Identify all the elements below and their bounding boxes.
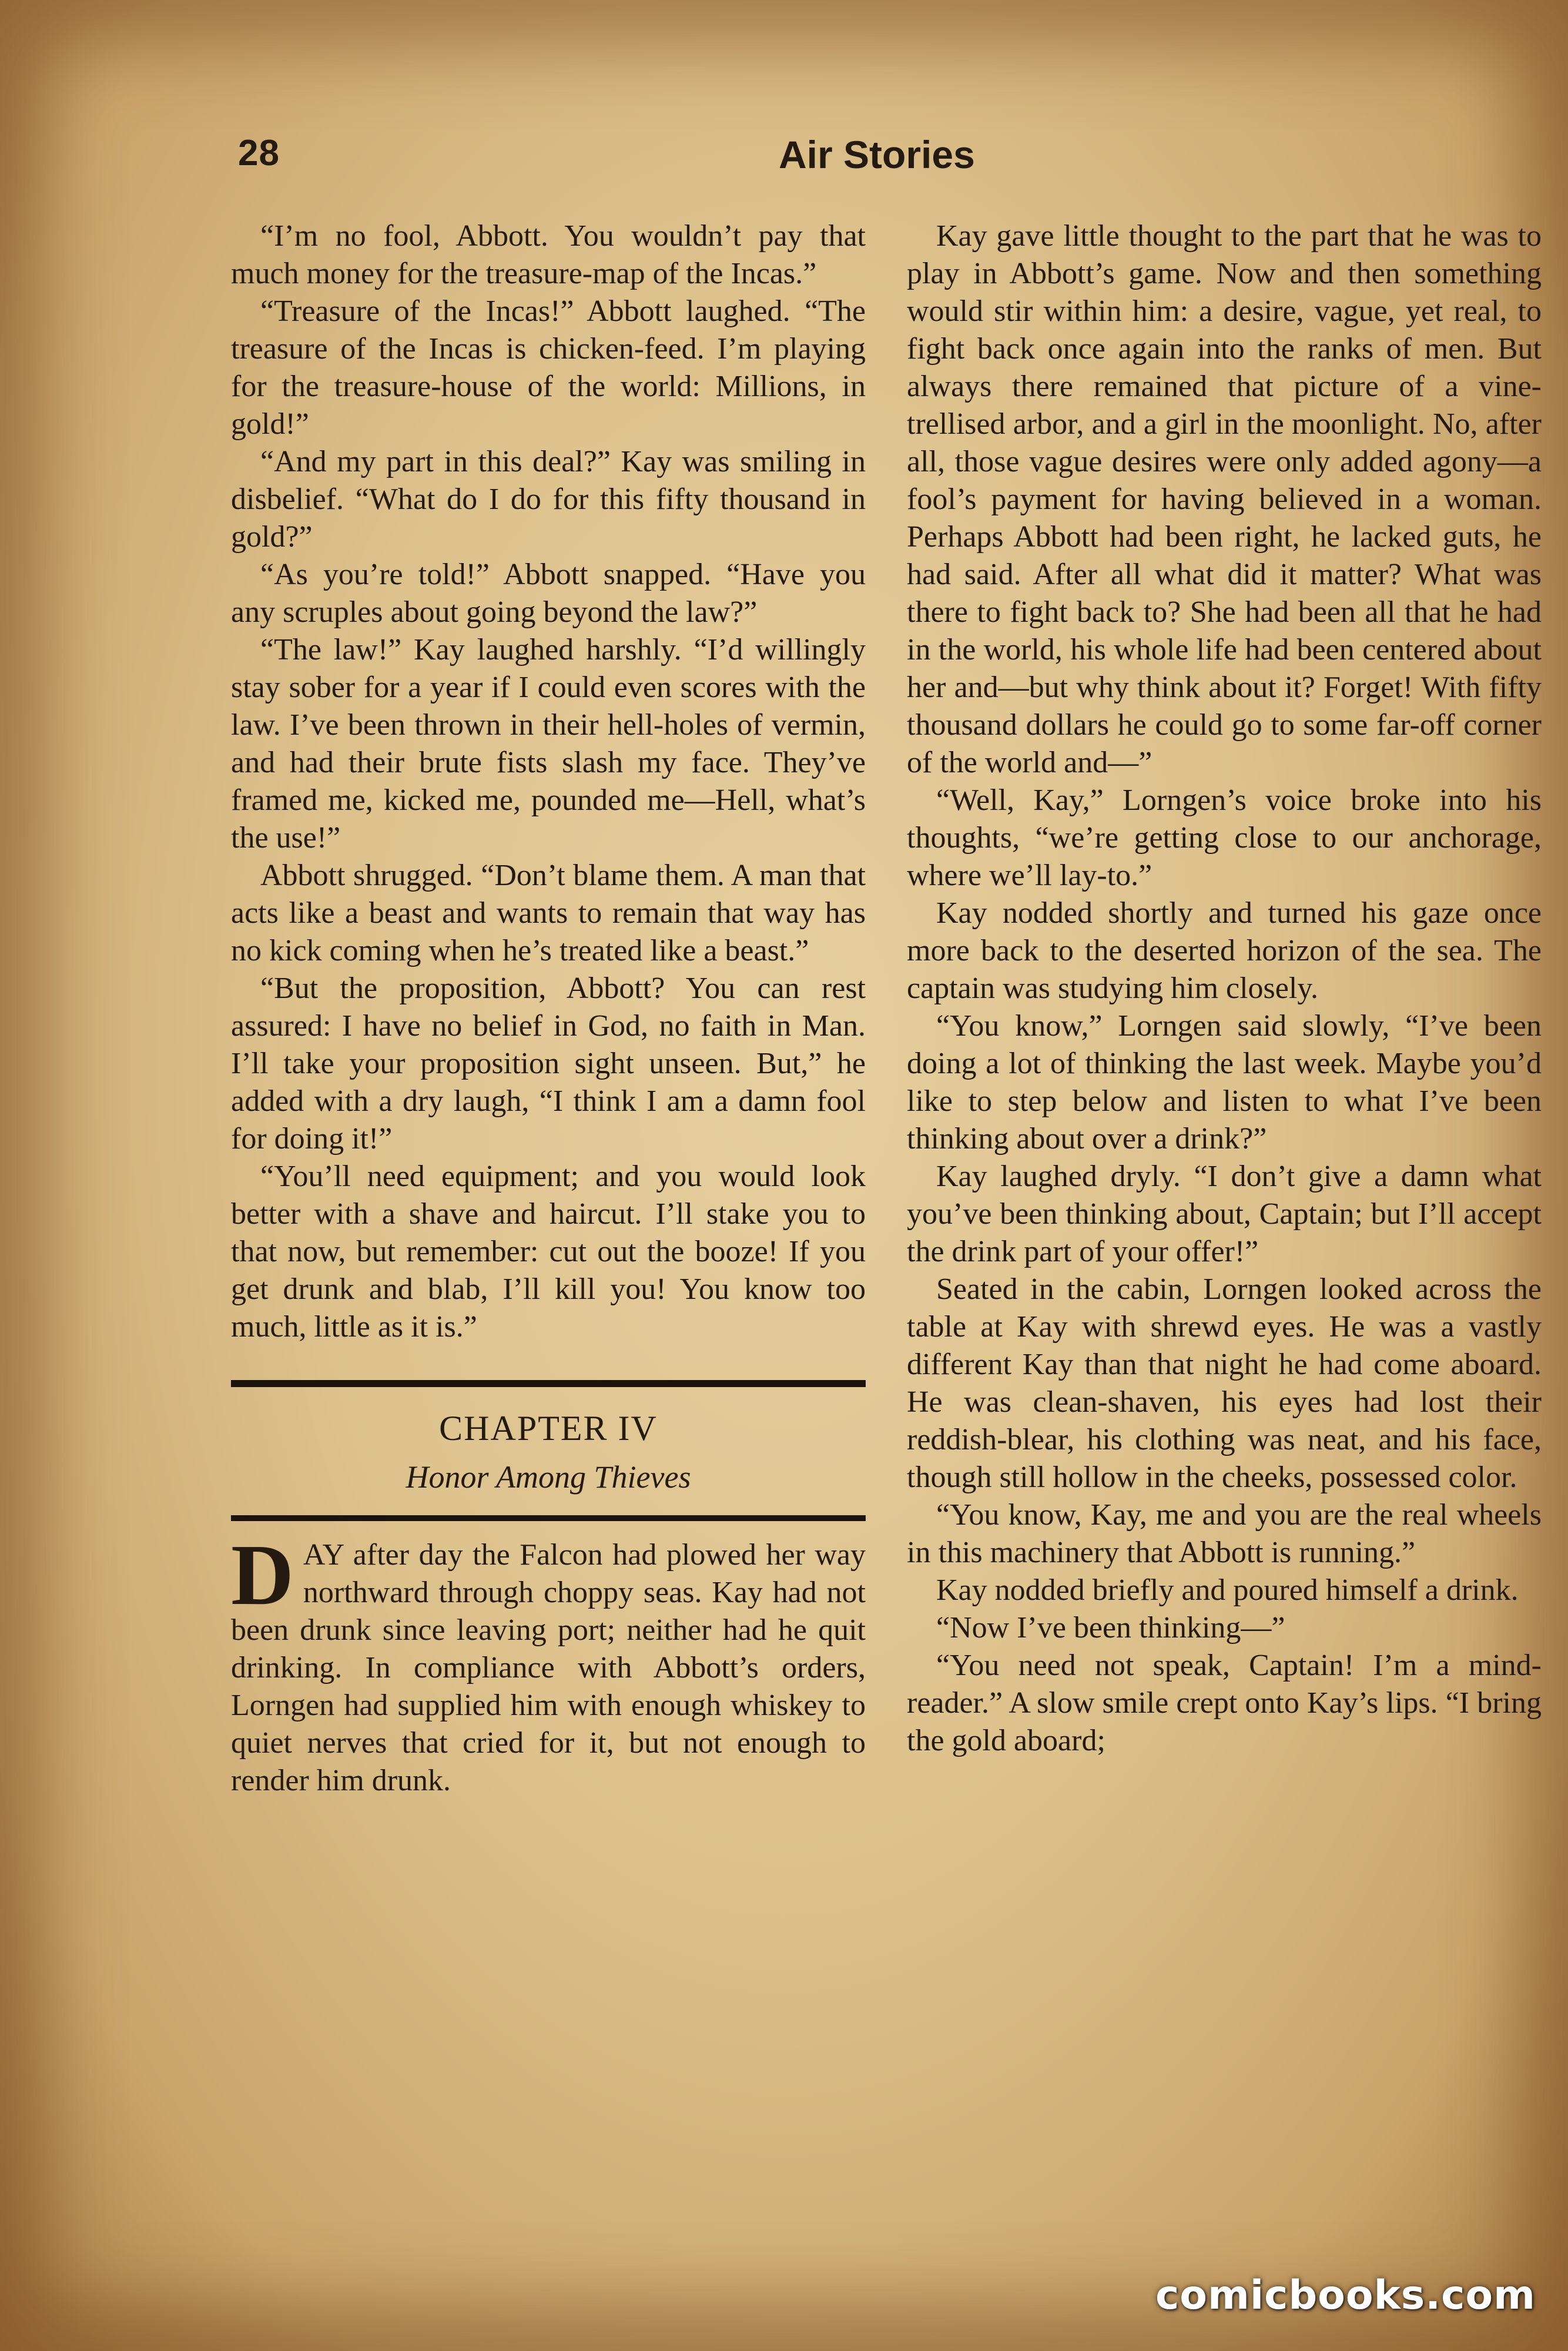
paragraph: Abbott shrugged. “Don’t blame them. A man that acts like a beast and wants to remain that way has no kick coming when he’s treated like a beast.”: [231, 859, 866, 967]
paragraph: Kay laughed dryly. “I don’t give a damn what you’ve been thinking about, Captain; but I’ll accept the drink part of your offer!”: [907, 1160, 1542, 1268]
paragraph: “Now I’ve been thinking—”: [936, 1611, 1285, 1645]
magazine-title: Air Stories: [779, 133, 975, 176]
paragraph: “But the proposition, Abbott? You can rest assured: I have no belief in God, no faith in Man. I’ll take your proposition sight unseen. But,” he added with a dry laugh, “I think I am a damn fool for doing it!”: [231, 972, 866, 1156]
watermark: comicbooks.com: [1155, 2272, 1536, 2319]
right-column: [907, 217, 1542, 1760]
paragraph: “You know,” Lorngen said slowly, “I’ve been doing a lot of thinking the last week. Maybe you’d like to step below and listen to what I’ve been thinking about over a drink?”: [907, 1009, 1542, 1156]
paragraph: “The law!” Kay laughed harshly. “I’d willingly stay sober for a year if I could even scores with the law. I’ve been thrown in their hell-holes of vermin, and had their brute fists slash my face. They’ve framed me, kicked me, pounded me—Hell, what’s the use!”: [231, 633, 866, 855]
paragraph: “Well, Kay,” Lorngen’s voice broke into his thoughts, “we’re getting close to our anchorage, where we’ll lay-to.”: [907, 783, 1542, 892]
paragraph: “You need not speak, Captain! I’m a mind-reader.” A slow smile crept onto Kay’s lips. “I bring the gold aboard;: [907, 1649, 1542, 1757]
chapter-opening-text: AY after day the Falcon had plowed her way northward through choppy seas. Kay had not been drunk since leaving port; neither had he quit drinking. In compliance with Abbott’s orders, Lorngen had supplied him with enough whiskey to quiet nerves that cried for it, but not enough to render him drunk.: [231, 1538, 866, 1797]
paragraph: Kay nodded briefly and poured himself a drink.: [936, 1573, 1519, 1607]
chapter-number: CHAPTER IV: [439, 1409, 658, 1448]
page-header: [238, 132, 1566, 197]
chapter-title: Honor Among Thieves: [406, 1459, 691, 1495]
paragraph: “You know, Kay, me and you are the real wheels in this machinery that Abbott is running.”: [907, 1498, 1542, 1569]
paragraph: Seated in the cabin, Lorngen looked across the table at Kay with shrewd eyes. He was a vastly different Kay than that night he had come aboard. He was clean-shaven, his eyes had lost their reddish-blear, his clothing was neat, and his face, though still hollow in the cheeks, possessed color.: [907, 1272, 1542, 1494]
paragraph: “I’m no fool, Abbott. You wouldn’t pay that much money for the treasure-map of the Incas.”: [231, 219, 866, 290]
paragraph: “Treasure of the Incas!” Abbott laughed. “The treasure of the Incas is chicken-feed. I’m playing for the treasure-house of the world: Millions, in gold!”: [231, 294, 866, 441]
chapter-opening-paragraph: [231, 1527, 866, 1800]
paragraph: Kay gave little thought to the part that he was to play in Abbott’s game. Now and then something would stir within him: a desire, vague, yet real, to fight back once again into the ranks of men. But always there remained that picture of a vine-trellised arbor, and a girl in the moonlight. No, after all, those vague desires were only added agony—a fool’s payment for having believed in a woman. Perhaps Abbott had been right, he lacked guts, he had said. After all what did it matter? What was there to fight back to? She had been all that he had in the world, his whole life had been centered about her and—but why think about it? Forget! With fifty thousand dollars he could go to some far-off corner of the world and—”: [907, 219, 1542, 779]
chapter-rule-top: [231, 1380, 866, 1387]
paragraph: Kay nodded shortly and turned his gaze once more back to the deserted horizon of the sea. The captain was studying him closely.: [907, 896, 1542, 1005]
paragraph: “As you’re told!” Abbott snapped. “Have you any scruples about going beyond the law?”: [231, 558, 866, 629]
paragraph: “You’ll need equipment; and you would look better with a shave and haircut. I’ll stake you to that now, but remember: cut out the booze! If you get drunk and blab, I’ll kill you! You know too much, little as it is.”: [231, 1160, 866, 1344]
left-column: [231, 217, 866, 1800]
drop-cap: D: [231, 1527, 294, 1623]
page-number: 28: [238, 133, 280, 173]
paragraph: “And my part in this deal?” Kay was smiling in disbelief. “What do I do for this fifty thousand in gold?”: [231, 445, 866, 554]
chapter-rule-bottom: [231, 1515, 866, 1521]
